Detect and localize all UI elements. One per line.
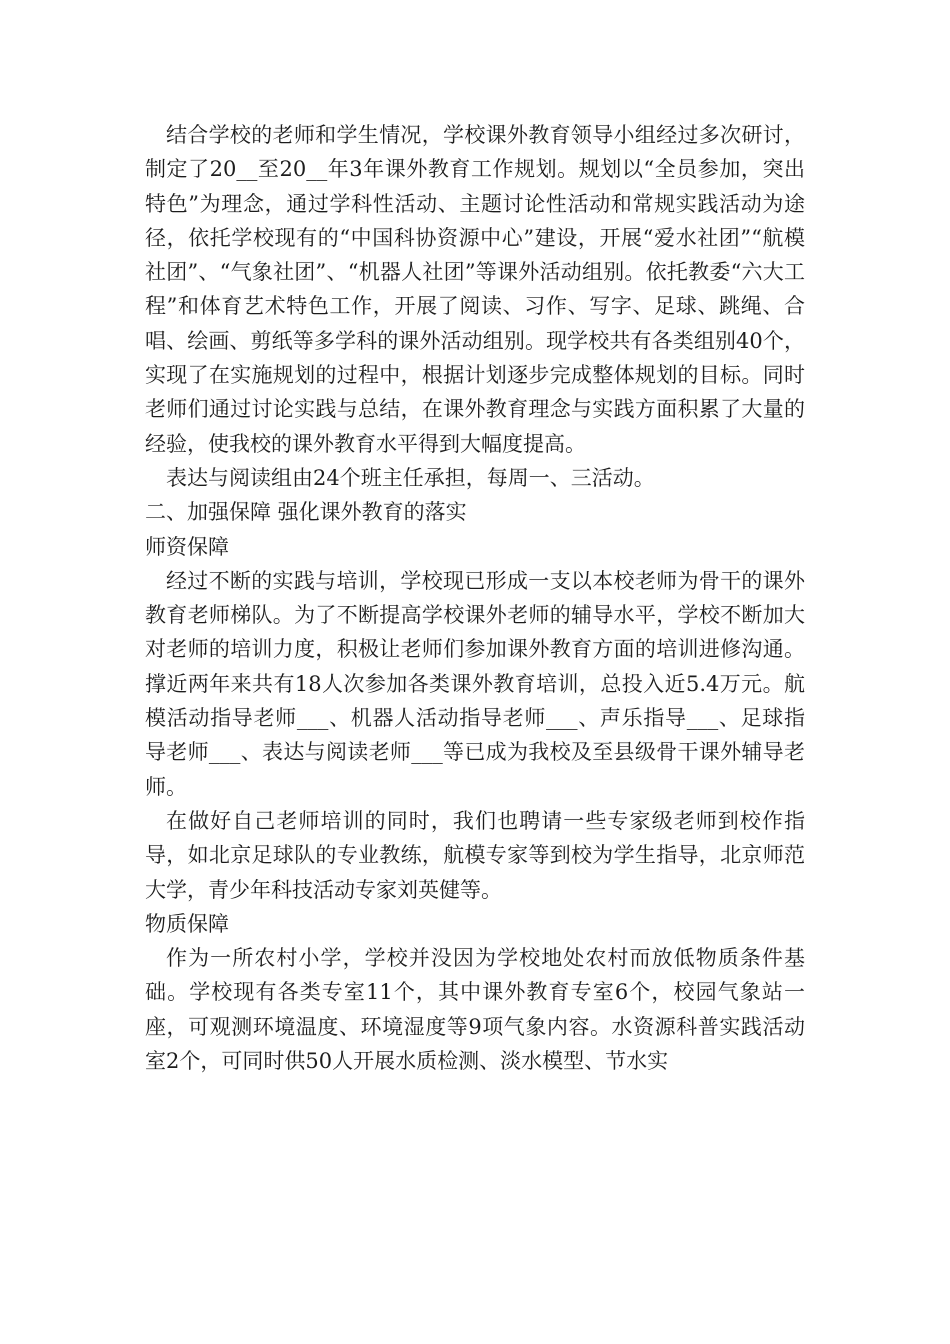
paragraph-planning: 结合学校的老师和学生情况，学校课外教育领导小组经过多次研讨，制定了20__至20__年3年课外教育工作规划。规划以“全员参加，突出特色”为理念，通过学科性活动、主题讨论性活动和常规实践活动为途径，依托学校现有的“中国科协资源中心”建设，开展“爱水社团”“航模社团”、“气象社团”、“机器人社团”等课外活动组别。依托教委“六大工程”和体育艺术特色工作，开展了阅读、习作、写字、足球、跳绳、合唱、绘画、剪纸等多学科的课外活动组别。现学校共有各类组别40个，实现了在实施规划的过程中，根据计划逐步完成整体规划的目标。同时老师们通过讨论实践与总结，在课外教育理念与实践方面积累了大量的经验，使我校的课外教育水平得到大幅度提高。 [145,123,805,456]
document-page [145,118,805,1078]
subheading-teacher-guarantee: 师资保障 [145,534,229,559]
paragraph-teacher-training: 经过不断的实践与培训，学校现已形成一支以本校老师为骨干的课外教育老师梯队。为了不断提高学校课外老师的辅导水平，学校不断加大对老师的培训力度，积极让老师们参加课外教育方面的培训进修沟通。撑近两年来共有18人次参加各类课外教育培训，总投入近5.4万元。航模活动指导老师___、机器人活动指导老师___、声乐指导___、足球指导老师___、表达与阅读老师___等已成为我校及至县级骨干课外辅导老师。 [145,568,805,799]
subheading-material-guarantee: 物质保障 [145,911,229,936]
paragraph-expert-guidance: 在做好自己老师培训的同时，我们也聘请一些专家级老师到校作指导，如北京足球队的专业教练，航模专家等到校为学生指导，北京师范大学，青少年科技活动专家刘英健等。 [145,808,805,902]
paragraph-material-conditions: 作为一所农村小学，学校并没因为学校地处农村而放低物质条件基础。学校现有各类专室11个，其中课外教育专室6个，校园气象站一座，可观测环境温度、环境湿度等9项气象内容。水资源科普实践活动室2个，可同时供50人开展水质检测、淡水模型、节水实 [145,946,805,1074]
section-heading-guarantee: 二、加强保障 强化课外教育的落实 [145,500,467,525]
paragraph-reading-group: 表达与阅读组由24个班主任承担，每周一、三活动。 [166,465,655,490]
